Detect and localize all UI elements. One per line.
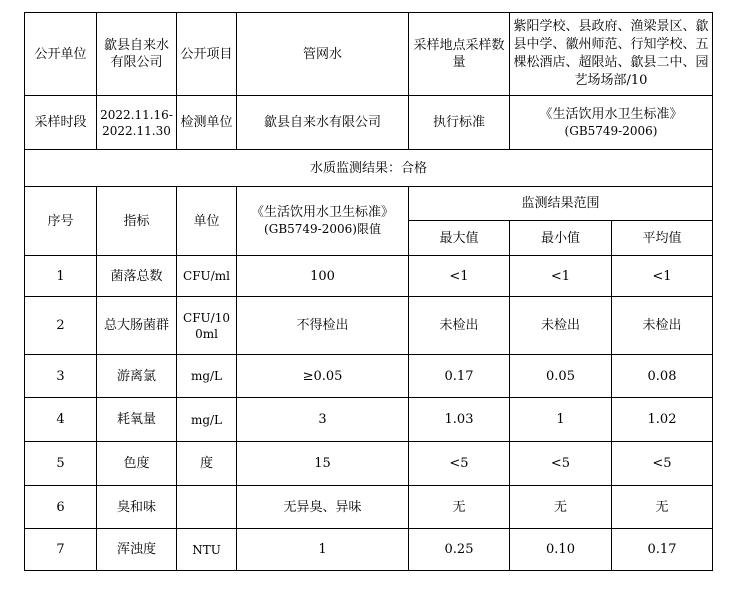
row-min: 1 <box>510 398 612 442</box>
row-no: 1 <box>25 256 97 297</box>
col-avg: 平均值 <box>612 221 713 256</box>
col-no: 序号 <box>25 187 97 256</box>
row-avg: <5 <box>612 442 713 486</box>
row-no: 7 <box>25 529 97 571</box>
row-unit: 度 <box>177 442 237 486</box>
row-max: 0.17 <box>409 355 510 398</box>
item-label: 公开项目 <box>177 13 237 96</box>
row-no: 2 <box>25 297 97 355</box>
table-row <box>25 355 713 398</box>
row-avg: 未检出 <box>612 297 713 355</box>
row-limit: 100 <box>237 256 409 297</box>
row-min: 0.05 <box>510 355 612 398</box>
row-limit: 1 <box>237 529 409 571</box>
standard-label: 执行标准 <box>409 96 510 150</box>
row-limit: 不得检出 <box>237 297 409 355</box>
row-max: 无 <box>409 486 510 529</box>
row-avg: 1.02 <box>612 398 713 442</box>
row-no: 3 <box>25 355 97 398</box>
standard-code: (GB5749-2006) <box>564 123 658 138</box>
row-max: 1.03 <box>409 398 510 442</box>
col-limit-line1: 《生活饮用水卫生标准》 <box>250 205 394 220</box>
table-row <box>25 297 713 355</box>
header-row-period <box>25 96 713 150</box>
row-unit: mg/L <box>177 398 237 442</box>
row-limit: 3 <box>237 398 409 442</box>
row-avg: 无 <box>612 486 713 529</box>
row-unit: NTU <box>177 529 237 571</box>
row-unit <box>177 486 237 529</box>
row-avg: 0.08 <box>612 355 713 398</box>
table-row <box>25 442 713 486</box>
row-indicator: 总大肠菌群 <box>97 297 177 355</box>
col-limit-line2: (GB5749-2006)限值 <box>264 222 381 236</box>
row-min: 0.10 <box>510 529 612 571</box>
row-max: 0.25 <box>409 529 510 571</box>
row-indicator: 臭和味 <box>97 486 177 529</box>
col-max: 最大值 <box>409 221 510 256</box>
period-value: 2022.11.16-2022.11.30 <box>97 96 177 150</box>
row-unit: CFU/ml <box>177 256 237 297</box>
row-limit: 15 <box>237 442 409 486</box>
table-row <box>25 529 713 571</box>
sampling-sites: 紫阳学校、县政府、渔梁景区、歙县中学、徽州师范、行知学校、五棵松酒店、超限站、歙县二中、园艺场场部/10 <box>510 13 713 96</box>
water-quality-report-table <box>24 12 713 571</box>
row-indicator: 游离氯 <box>97 355 177 398</box>
lab-value: 歙县自来水有限公司 <box>237 96 409 150</box>
standard-cell <box>510 96 713 150</box>
table-row <box>25 486 713 529</box>
col-unit: 单位 <box>177 187 237 256</box>
row-min: <1 <box>510 256 612 297</box>
row-max: 未检出 <box>409 297 510 355</box>
row-no: 4 <box>25 398 97 442</box>
row-unit: mg/L <box>177 355 237 398</box>
publisher-label: 公开单位 <box>25 13 97 96</box>
standard-name: 《生活饮用水卫生标准》 <box>539 106 683 122</box>
row-indicator: 菌落总数 <box>97 256 177 297</box>
row-limit: ≥0.05 <box>237 355 409 398</box>
row-min: 未检出 <box>510 297 612 355</box>
row-no: 6 <box>25 486 97 529</box>
row-unit: CFU/100ml <box>177 297 237 355</box>
col-limit <box>237 187 409 256</box>
table-row <box>25 256 713 297</box>
row-max: <1 <box>409 256 510 297</box>
row-avg: <1 <box>612 256 713 297</box>
result-row <box>25 150 713 187</box>
row-no: 5 <box>25 442 97 486</box>
col-range: 监测结果范围 <box>409 187 713 221</box>
row-indicator: 浑浊度 <box>97 529 177 571</box>
item-value: 管网水 <box>237 13 409 96</box>
row-min: 无 <box>510 486 612 529</box>
publisher-value: 歙县自来水有限公司 <box>97 13 177 96</box>
sampling-label: 采样地点采样数量 <box>409 13 510 96</box>
row-max: <5 <box>409 442 510 486</box>
row-indicator: 耗氧量 <box>97 398 177 442</box>
overall-result: 水质监测结果：合格 <box>25 150 713 187</box>
column-header-row-1 <box>25 187 713 221</box>
header-row-publisher <box>25 13 713 96</box>
row-min: <5 <box>510 442 612 486</box>
row-indicator: 色度 <box>97 442 177 486</box>
col-indicator: 指标 <box>97 187 177 256</box>
row-limit: 无异臭、异味 <box>237 486 409 529</box>
row-avg: 0.17 <box>612 529 713 571</box>
col-min: 最小值 <box>510 221 612 256</box>
lab-label: 检测单位 <box>177 96 237 150</box>
period-label: 采样时段 <box>25 96 97 150</box>
table-row <box>25 398 713 442</box>
